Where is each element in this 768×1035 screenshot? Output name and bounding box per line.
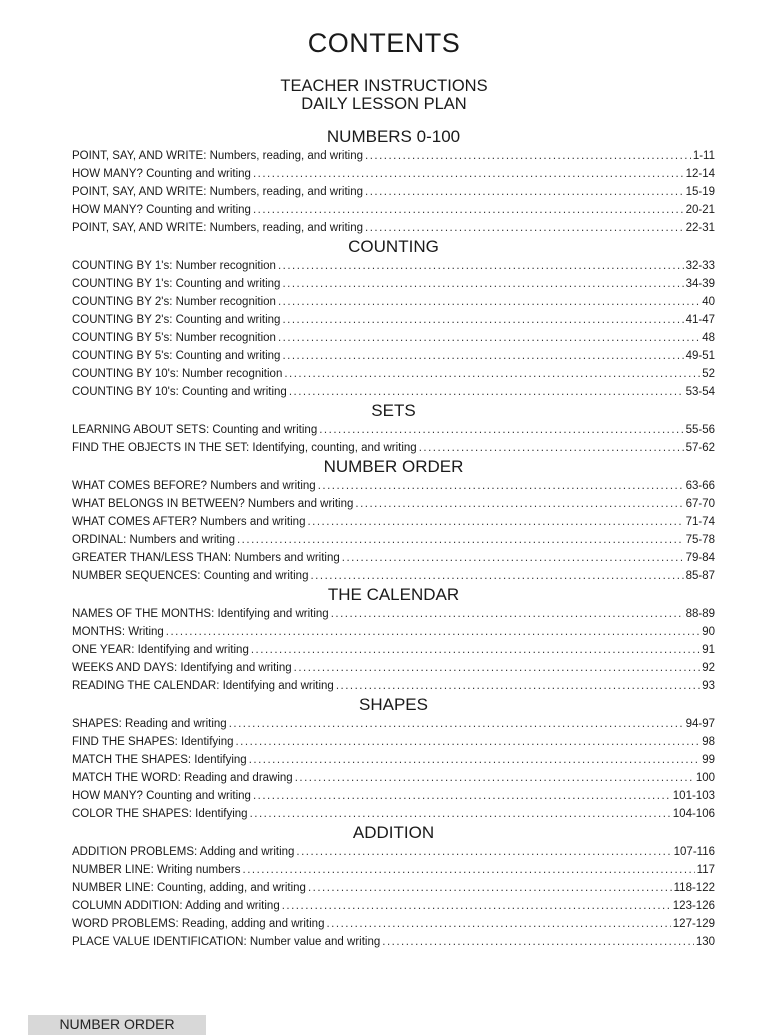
dot-leader	[235, 733, 700, 751]
dot-leader	[250, 805, 671, 823]
toc-entry-pages: 15-19	[685, 186, 715, 198]
dot-leader	[166, 623, 700, 641]
toc-entry-pages: 92	[702, 662, 715, 674]
toc-entry-pages: 75-78	[685, 534, 715, 546]
dot-leader	[365, 147, 691, 165]
toc-entry	[72, 769, 715, 787]
toc-entry-pages: 79-84	[685, 552, 715, 564]
toc-entry	[72, 715, 715, 733]
toc-entry-label: COLOR THE SHAPES: Identifying	[72, 808, 248, 820]
toc-entry-pages: 104-106	[672, 808, 715, 820]
toc-entry-label: POINT, SAY, AND WRITE: Numbers, reading, and writing	[72, 222, 364, 234]
dot-leader	[243, 861, 695, 879]
toc-entry-label: COUNTING BY 5's: Number recognition	[72, 332, 276, 344]
toc-entry	[72, 677, 715, 695]
toc-entry-label: WHAT COMES BEFORE? Numbers and writing	[72, 480, 316, 492]
toc-entry	[72, 439, 715, 457]
toc-entry-label: WHAT COMES AFTER? Numbers and writing	[72, 516, 306, 528]
dot-leader	[278, 329, 700, 347]
dot-leader	[249, 751, 701, 769]
subtitle-daily-lesson-plan: DAILY LESSON PLAN	[301, 95, 467, 113]
section-heading: SHAPES	[359, 695, 428, 714]
toc-entry	[72, 165, 715, 183]
toc-entry	[72, 805, 715, 823]
toc-entry-label: NUMBER LINE: Counting, adding, and writing	[72, 882, 306, 894]
toc-entry-pages: 100	[695, 772, 715, 784]
toc-entry	[72, 861, 715, 879]
toc-entry-pages: 20-21	[685, 204, 715, 216]
toc-entry-pages: 67-70	[685, 498, 715, 510]
section-heading: THE CALENDAR	[327, 585, 460, 604]
toc-entry-pages: 91	[702, 644, 715, 656]
toc-entry-pages: 93	[702, 680, 715, 692]
dot-leader	[289, 383, 684, 401]
toc-entry-pages: 57-62	[685, 442, 715, 454]
toc-entry-label: WORD PROBLEMS: Reading, adding and writing	[72, 918, 325, 930]
toc-entry	[72, 915, 715, 933]
dot-leader	[237, 531, 684, 549]
toc-entry-pages: 34-39	[685, 278, 715, 290]
dot-leader	[342, 549, 684, 567]
toc-entry-pages: 88-89	[685, 608, 715, 620]
toc-entry-pages: 48	[702, 332, 715, 344]
toc-entry-pages: 1-11	[692, 150, 715, 162]
toc-entry-pages: 94-97	[685, 718, 715, 730]
toc-entry-label: COUNTING BY 1's: Number recognition	[72, 260, 276, 272]
toc-entry-label: MATCH THE WORD: Reading and drawing	[72, 772, 293, 784]
toc-entry	[72, 549, 715, 567]
dot-leader	[382, 933, 694, 951]
toc-entry	[72, 567, 715, 585]
toc-entry-pages: 98	[702, 736, 715, 748]
toc-entry	[72, 879, 715, 897]
toc-entry	[72, 421, 715, 439]
toc-entry-pages: 12-14	[685, 168, 715, 180]
toc-entry	[72, 365, 715, 383]
toc-entry-pages: 123-126	[672, 900, 715, 912]
page-title: CONTENTS	[307, 28, 461, 58]
dot-leader	[355, 495, 683, 513]
toc-entry-label: HOW MANY? Counting and writing	[72, 790, 251, 802]
toc-entry-pages: 63-66	[685, 480, 715, 492]
section-heading: NUMBER ORDER	[323, 457, 464, 476]
toc-entry-label: FIND THE OBJECTS IN THE SET: Identifying, counting, and writing	[72, 442, 417, 454]
footer-section-tab: NUMBER ORDER	[28, 1015, 206, 1035]
dot-leader	[253, 787, 671, 805]
toc-entry-pages: 130	[695, 936, 715, 948]
toc-entry-label: NUMBER LINE: Writing numbers	[72, 864, 241, 876]
toc-entry-pages: 40	[702, 296, 715, 308]
toc-entry	[72, 201, 715, 219]
toc-entry	[72, 659, 715, 677]
toc-entry-pages: 53-54	[685, 386, 715, 398]
toc-entry-pages: 49-51	[685, 350, 715, 362]
toc-entry	[72, 843, 715, 861]
dot-leader	[251, 641, 700, 659]
toc-entry-label: ADDITION PROBLEMS: Adding and writing	[72, 846, 295, 858]
toc-entry-label: POINT, SAY, AND WRITE: Numbers, reading, and writing	[72, 150, 364, 162]
dot-leader	[296, 843, 671, 861]
toc-entry-label: WHAT BELONGS IN BETWEEN? Numbers and writing	[72, 498, 354, 510]
toc-entry-label: HOW MANY? Counting and writing	[72, 168, 251, 180]
dot-leader	[319, 421, 683, 439]
toc-entry-label: COUNTING BY 5's: Counting and writing	[72, 350, 281, 362]
dot-leader	[326, 915, 670, 933]
toc-entry-label: COUNTING BY 10's: Number recognition	[72, 368, 283, 380]
toc-entry-pages: 71-74	[685, 516, 715, 528]
table-of-contents	[72, 127, 715, 951]
section-heading: SETS	[371, 401, 416, 420]
toc-entry	[72, 383, 715, 401]
toc-entry-label: COUNTING BY 2's: Counting and writing	[72, 314, 281, 326]
toc-entry-label: MATCH THE SHAPES: Identifying	[72, 754, 247, 766]
toc-entry-pages: 22-31	[685, 222, 715, 234]
toc-entry	[72, 219, 715, 237]
toc-entry-label: READING THE CALENDAR: Identifying and writing	[72, 680, 334, 692]
toc-entry	[72, 275, 715, 293]
dot-leader	[278, 257, 684, 275]
toc-entry	[72, 933, 715, 951]
toc-entry	[72, 897, 715, 915]
section-heading: ADDITION	[352, 823, 435, 842]
dot-leader	[308, 879, 672, 897]
toc-entry	[72, 293, 715, 311]
toc-entry-label: PLACE VALUE IDENTIFICATION: Number value and writing	[72, 936, 381, 948]
dot-leader	[278, 293, 700, 311]
dot-leader	[282, 897, 671, 915]
toc-entry	[72, 477, 715, 495]
toc-entry-pages: 41-47	[685, 314, 715, 326]
toc-entry-label: COUNTING BY 1's: Counting and writing	[72, 278, 281, 290]
section-heading: COUNTING	[348, 237, 439, 256]
toc-entry-label: NUMBER SEQUENCES: Counting and writing	[72, 570, 309, 582]
dot-leader	[295, 769, 694, 787]
toc-entry	[72, 751, 715, 769]
dot-leader	[229, 715, 684, 733]
toc-entry-label: ORDINAL: Numbers and writing	[72, 534, 235, 546]
toc-entry-pages: 85-87	[685, 570, 715, 582]
toc-entry	[72, 641, 715, 659]
dot-leader	[331, 605, 684, 623]
toc-entry-label: COUNTING BY 10's: Counting and writing	[72, 386, 287, 398]
toc-entry	[72, 495, 715, 513]
dot-leader	[294, 659, 701, 677]
dot-leader	[365, 219, 684, 237]
toc-entry-pages: 32-33	[685, 260, 715, 272]
toc-entry-label: HOW MANY? Counting and writing	[72, 204, 251, 216]
dot-leader	[282, 347, 683, 365]
subtitle-teacher-instructions: TEACHER INSTRUCTIONS	[280, 77, 488, 95]
toc-entry	[72, 311, 715, 329]
toc-entry-label: COLUMN ADDITION: Adding and writing	[72, 900, 280, 912]
toc-entry	[72, 733, 715, 751]
dot-leader	[253, 165, 684, 183]
toc-entry-label: SHAPES: Reading and writing	[72, 718, 227, 730]
toc-entry-label: LEARNING ABOUT SETS: Counting and writing	[72, 424, 318, 436]
dot-leader	[307, 513, 683, 531]
dot-leader	[365, 183, 684, 201]
dot-leader	[284, 365, 700, 383]
toc-entry-label: COUNTING BY 2's: Number recognition	[72, 296, 276, 308]
toc-entry	[72, 147, 715, 165]
dot-leader	[318, 477, 684, 495]
toc-entry-pages: 127-129	[672, 918, 715, 930]
toc-entry	[72, 623, 715, 641]
toc-entry	[72, 513, 715, 531]
dot-leader	[253, 201, 684, 219]
toc-entry	[72, 787, 715, 805]
toc-entry-pages: 107-116	[673, 846, 715, 858]
toc-entry-label: WEEKS AND DAYS: Identifying and writing	[72, 662, 292, 674]
dot-leader	[282, 311, 683, 329]
toc-entry-label: POINT, SAY, AND WRITE: Numbers, reading, and writing	[72, 186, 364, 198]
toc-entry-label: MONTHS: Writing	[72, 626, 164, 638]
toc-entry-pages: 99	[702, 754, 715, 766]
toc-entry	[72, 605, 715, 623]
toc-entry-label: ONE YEAR: Identifying and writing	[72, 644, 249, 656]
dot-leader	[419, 439, 684, 457]
toc-entry	[72, 183, 715, 201]
dot-leader	[282, 275, 683, 293]
toc-entry	[72, 531, 715, 549]
toc-entry-pages: 118-122	[673, 882, 715, 894]
toc-entry-label: NAMES OF THE MONTHS: Identifying and writing	[72, 608, 329, 620]
toc-entry-pages: 101-103	[672, 790, 715, 802]
toc-entry-pages: 90	[702, 626, 715, 638]
dot-leader	[336, 677, 700, 695]
toc-entry	[72, 347, 715, 365]
dot-leader	[310, 567, 683, 585]
section-heading: NUMBERS 0-100	[326, 127, 461, 146]
toc-entry-pages: 52	[702, 368, 715, 380]
toc-entry-label: FIND THE SHAPES: Identifying	[72, 736, 234, 748]
toc-entry	[72, 329, 715, 347]
toc-entry	[72, 257, 715, 275]
toc-entry-pages: 117	[696, 864, 715, 876]
toc-entry-label: GREATER THAN/LESS THAN: Numbers and writing	[72, 552, 340, 564]
toc-entry-pages: 55-56	[685, 424, 715, 436]
